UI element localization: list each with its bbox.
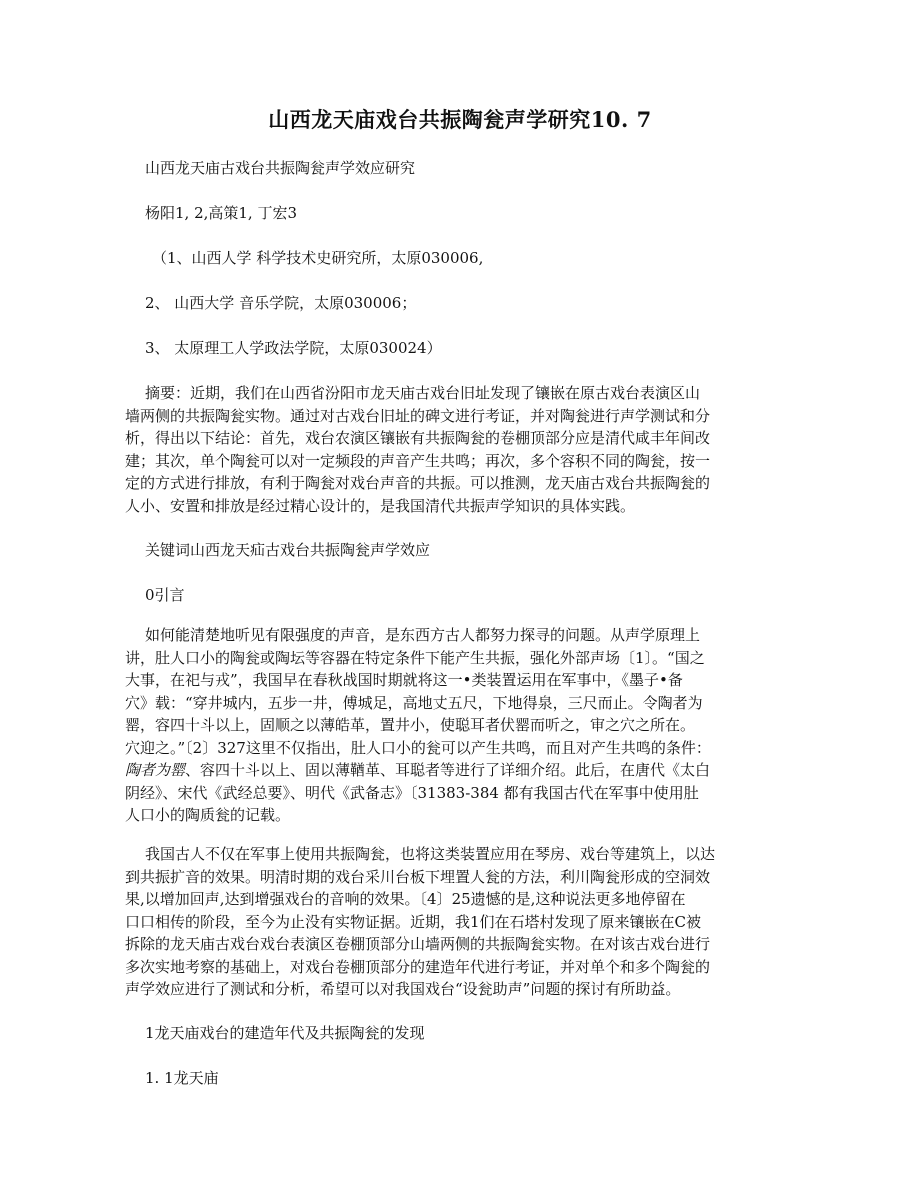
paragraph-line: 口口相传的阶段，至今为止没有实物证据。近期，我1们在石塔村发现了原来镶嵌在C被 xyxy=(125,912,702,931)
abstract-paragraph xyxy=(125,382,775,517)
abstract-line: 墙两侧的共振陶瓮实物。通过对古戏台旧址的碑文进行考证，并对陶瓮进行声学测试和分 xyxy=(125,406,711,425)
paragraph-line xyxy=(125,759,775,782)
section-heading-1-1: 1. 1龙天庙 xyxy=(145,1069,219,1087)
section-heading-1: 1龙天庙戏台的建造年代及共振陶瓮的发现 xyxy=(145,1024,425,1042)
paragraph-line: 穴迎之。”〔2〕327这里不仅指出，肚人口小的瓮可以产生共鸣，而且对产生共鸣的条件： xyxy=(125,738,711,757)
author-list: 杨阳1, 2,高策1, 丁宏3 xyxy=(145,204,298,222)
affiliation-3: 3、 太原理工人学政法学院，太原030024） xyxy=(145,339,442,357)
paragraph-line: 多次实地考察的基础上，对戏台卷棚顶部分的建造年代进行考证，并对单个和多个陶瓮的 xyxy=(125,957,711,976)
abstract-line: 析，得出以下结论：首先，戏台农演区镶嵌有共振陶瓮的卷棚顶部分应是清代咸丰年间改 xyxy=(125,429,711,447)
paragraph-line: 穴》载：“穿井城内，五步一井，傅城足，高地丈五尺，下地得泉，三尺而止。令陶者为 xyxy=(125,693,703,712)
paragraph-line: 人口小的陶质瓮的记载。 xyxy=(125,806,291,824)
abstract-line: 人小、安置和排放是经过精心设计的，是我国清代共振声学知识的具体实践。 xyxy=(125,496,636,515)
paragraph-line-rest: 、容四十斗以上、固以薄鞧革、耳聪者等进行了详细介绍。此后，在唐代《太白 xyxy=(185,761,711,779)
paragraph-line: 罂，容四十斗以上，固顺之以薄皓革，置井小，使聪耳者伏罂而听之，审之穴之所在。 xyxy=(125,716,696,734)
abstract-line: 摘要：近期，我们在山西省汾阳市龙天庙古戏台旧址发现了镶嵌在原古戏台表演区山 xyxy=(145,384,701,402)
affiliation-2: 2、 山西大学 音乐学院，太原030006； xyxy=(145,294,417,312)
affiliation-1: （1、山西人学 科学技术史研究所，太原030006, xyxy=(152,249,484,267)
intro-paragraph-2 xyxy=(125,843,775,1001)
italic-phrase: 陶者为罂 xyxy=(125,761,186,779)
keywords-line: 关键词山西龙天疝古戏台共振陶瓮声学效应 xyxy=(145,541,431,559)
abstract-line: 建；其次，单个陶瓮可以对一定频段的声音产生共鸣；再次，多个容积不同的陶瓮，按一 xyxy=(125,451,711,470)
section-heading-introduction: 0引言 xyxy=(145,586,185,604)
intro-paragraph-1 xyxy=(125,624,775,827)
abstract-line: 定的方式进行排放，有利于陶瓮对戏台声音的共振。可以推测，龙天庙古戏台共振陶瓮的 xyxy=(125,474,711,492)
paper-subtitle: 山西龙天庙古戏台共振陶瓮声学效应研究 xyxy=(145,159,416,177)
paragraph-line: 我国古人不仅在军事上使用共振陶瓮，也将这类装置应用在琴房、戏台等建筑上，以达 xyxy=(145,845,716,863)
paragraph-line: 拆除的龙天庙古戏台戏台表演区卷棚顶部分山墙两侧的共振陶瓮实物。在对该古戏台进行 xyxy=(125,935,711,953)
paragraph-line: 讲，肚人口小的陶瓮或陶坛等容器在特定条件下能产生共振，强化外部声场〔1〕。“国之 xyxy=(125,648,705,667)
paragraph-line: 声学效应进行了测试和分析，希望可以对我国戏台“设瓮助声”问题的探讨有所助益。 xyxy=(125,980,681,998)
document-title: 山西龙天庙戏台共振陶瓮声学研究10. 7 xyxy=(268,107,652,132)
paragraph-line: 大事，在祀与戎”，我国早在春秋战国时期就将这一•类装置运用在军事中，《墨子•备 xyxy=(125,671,683,689)
paragraph-line: 如何能清楚地听见有限强度的声音，是东西方古人都努力探寻的问题。从声学原理上 xyxy=(145,626,701,644)
paragraph-line: 阴经》、宋代《武经总要》、明代《武备志》〔31383-384 都有我国古代在军事中使用肚 xyxy=(125,783,699,802)
paragraph-line: 果,以增加回声,达到增强戏台的音响的效果。〔4〕25遗憾的是,这种说法更多地停留在 xyxy=(125,890,686,908)
paragraph-line: 到共振扩音的效果。明清时期的戏台采川台板下埋置人瓮的方法，利川陶瓮形成的空洞效 xyxy=(125,867,711,886)
